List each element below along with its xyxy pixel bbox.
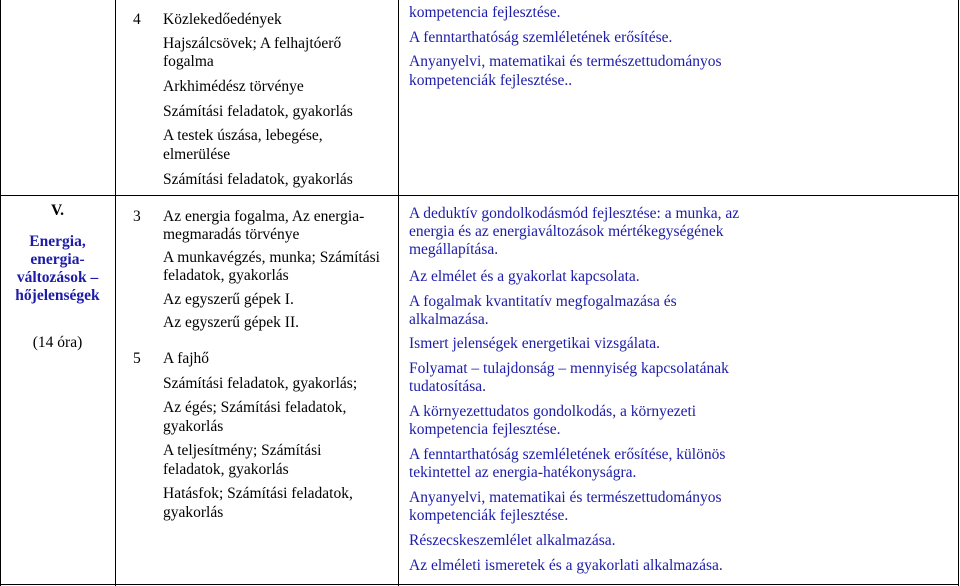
goal-line: Az elméleti ismeretek és a gyakorlati alkalmazása. <box>409 557 723 574</box>
hours-count: 3 <box>133 208 141 225</box>
row4-topic: elmerülése <box>163 146 231 163</box>
section-title-line: változások – <box>16 269 99 286</box>
topic-line: Az egyszerű gépek I. <box>163 291 294 308</box>
goal-line: A környezettudatos gondolkodás, a környezeti <box>409 403 697 420</box>
column-divider-1 <box>115 0 116 586</box>
row4-goal: Anyanyelvi, matematikai és természettudományos <box>409 53 722 70</box>
hours-count: 5 <box>133 350 141 367</box>
goal-line: A fogalmak kvantitatív megfogalmazása és <box>409 293 677 310</box>
table-right-border <box>958 0 959 586</box>
row4-topic: A testek úszása, lebegése, <box>163 127 323 144</box>
row4-number: 4 <box>133 11 141 28</box>
topic-line: gyakorlás <box>163 504 224 521</box>
row4-topic: Hajszálcsövek; A felhajtóerő <box>163 35 342 52</box>
goal-line: kompetencia fejlesztése. <box>409 421 561 438</box>
row4-goal: kompetenciák fejlesztése.. <box>409 72 573 89</box>
row4-topic: Számítási feladatok, gyakorlás <box>163 171 353 188</box>
goal-line: A deduktív gondolkodásmód fejlesztése: a munka, az <box>409 205 740 222</box>
row-divider <box>0 195 959 196</box>
topic-line: A munkavégzés, munka; Számítási <box>163 249 380 266</box>
goal-line: energia és az energiaváltozások mértékegységének <box>409 223 724 240</box>
row4-goal: A fenntarthatóság szemléletének erősítése. <box>409 29 673 46</box>
section-title-line: hőjelenségek <box>15 287 100 304</box>
goal-line: Folyamat – tulajdonság – mennyiség kapcsolatának <box>409 360 729 377</box>
topic-line: Hatásfok; Számítási feladatok, <box>163 485 353 502</box>
topic-line: Az energia fogalma, Az energia- <box>163 208 365 225</box>
row4-topic: Számítási feladatok, gyakorlás <box>163 103 353 120</box>
topic-line: feladatok, gyakorlás <box>163 267 289 284</box>
goal-line: Anyanyelvi, matematikai és természettudományos <box>409 489 722 506</box>
row4-goal: kompetencia fejlesztése. <box>409 4 561 21</box>
row4-topic: Közlekedőedények <box>163 11 282 28</box>
topic-line: feladatok, gyakorlás <box>163 461 289 478</box>
table-bottom-border <box>0 584 959 585</box>
section-roman-numeral: V. <box>50 202 65 219</box>
row4-topic: Arkhimédész törvénye <box>163 78 304 95</box>
topic-line: megmaradás törvénye <box>163 226 300 243</box>
topic-line: Az egyszerű gépek II. <box>163 314 299 331</box>
goal-line: tudatosítása. <box>409 378 487 395</box>
topic-line: Számítási feladatok, gyakorlás; <box>163 375 358 392</box>
section-title-line: Energia, <box>29 233 86 250</box>
topic-line: A fajhő <box>163 350 210 367</box>
goal-line: tekintettel az energia-hatékonyságra. <box>409 464 637 481</box>
section-title-line: energia- <box>30 251 85 268</box>
row4-topic: fogalma <box>163 53 214 70</box>
goal-line: alkalmazása. <box>409 311 489 328</box>
goal-line: Az elmélet és a gyakorlat kapcsolata. <box>409 268 640 285</box>
column-divider-2 <box>398 0 399 586</box>
topic-line: Az égés; Számítási feladatok, <box>163 399 347 416</box>
goal-line: Részecskeszemlélet alkalmazása. <box>409 532 616 549</box>
topic-line: A teljesítmény; Számítási <box>163 442 322 459</box>
section-hours: (14 óra) <box>32 334 83 351</box>
goal-line: Ismert jelenségek energetikai vizsgálata. <box>409 335 661 352</box>
goal-line: A fenntarthatóság szemléletének erősítése, különös <box>409 446 726 463</box>
topic-line: gyakorlás <box>163 418 224 435</box>
goal-line: kompetenciák fejlesztése. <box>409 507 569 524</box>
goal-line: megállapítása. <box>409 241 499 258</box>
